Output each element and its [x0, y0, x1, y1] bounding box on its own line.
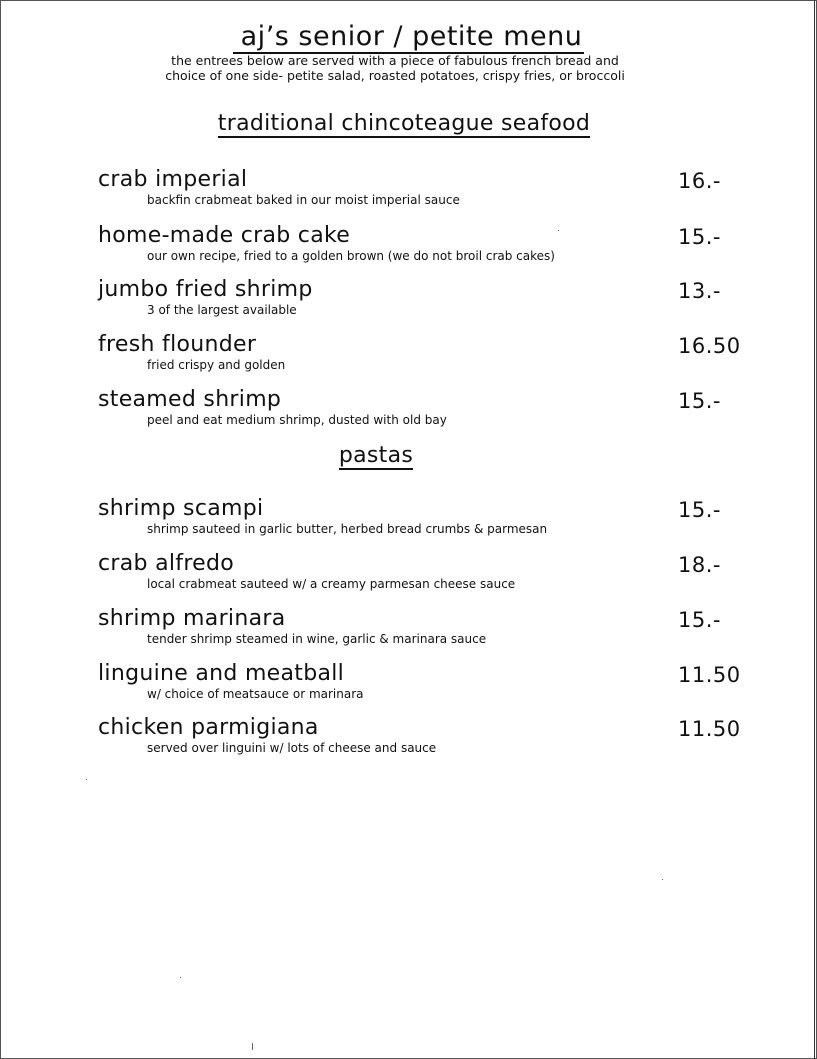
- item-price: 18.-: [678, 553, 721, 577]
- scan-speck: [662, 879, 663, 880]
- item-name: steamed shrimp: [98, 387, 282, 412]
- item-price: 15.-: [678, 389, 721, 413]
- menu-intro: [0, 54, 790, 83]
- page-edge-line: [814, 0, 815, 1059]
- item-name: crab alfredo: [98, 551, 235, 576]
- item-price: 16.-: [678, 169, 721, 193]
- item-description: fried crispy and golden: [147, 358, 286, 372]
- menu-item: [98, 223, 758, 269]
- item-description: tender shrimp steamed in wine, garlic & marinara sauce: [147, 632, 487, 646]
- menu-item: [98, 551, 758, 597]
- item-description: local crabmeat sauteed w/ a creamy parmesan cheese sauce: [147, 577, 516, 591]
- item-name: jumbo fried shrimp: [98, 277, 313, 302]
- menu-item: [98, 167, 758, 213]
- item-description: shrimp sauteed in garlic butter, herbed bread crumbs & parmesan: [147, 522, 548, 536]
- scan-speck: [180, 977, 181, 978]
- item-description: w/ choice of meatsauce or marinara: [147, 687, 364, 701]
- menu-item: [98, 496, 758, 542]
- item-price: 16.50: [678, 334, 741, 358]
- section-heading-seafood-text: traditional chincoteague seafood: [217, 111, 591, 136]
- section-heading-pastas: [0, 443, 780, 468]
- item-description: our own recipe, fried to a golden brown (we do not broil crab cakes): [147, 249, 555, 263]
- item-price: 13.-: [678, 279, 721, 303]
- menu-title: [0, 21, 817, 52]
- item-description: served over linguini w/ lots of cheese and sauce: [147, 741, 437, 755]
- item-name: home-made crab cake: [98, 223, 351, 248]
- item-description: backfin crabmeat baked in our moist imperial sauce: [147, 193, 460, 207]
- scan-speck: [558, 230, 559, 231]
- scan-speck: [86, 779, 87, 780]
- item-price: 15.-: [678, 225, 721, 249]
- intro-line-1: the entrees below are served with a piece of fabulous french bread and: [171, 53, 619, 68]
- menu-item: [98, 606, 758, 652]
- intro-line-2: choice of one side- petite salad, roasted potatoes, crispy fries, or broccoli: [165, 67, 625, 83]
- menu-item: [98, 715, 758, 761]
- item-description: 3 of the largest available: [147, 303, 297, 317]
- menu-item: [98, 661, 758, 707]
- menu-item: [98, 387, 758, 433]
- item-name: shrimp scampi: [98, 496, 264, 521]
- section-heading-seafood: [0, 111, 808, 136]
- item-name: fresh flounder: [98, 332, 257, 357]
- scan-speck: [252, 1043, 253, 1050]
- item-description: peel and eat medium shrimp, dusted with old bay: [147, 413, 447, 427]
- item-name: linguine and meatball: [98, 661, 345, 686]
- menu-item: [98, 277, 758, 323]
- item-name: shrimp marinara: [98, 606, 286, 631]
- menu-title-text: aj’s senior / petite menu: [233, 21, 585, 54]
- menu-item: [98, 332, 758, 378]
- item-price: 15.-: [678, 498, 721, 522]
- item-price: 11.50: [678, 663, 741, 687]
- item-price: 11.50: [678, 717, 741, 741]
- item-name: crab imperial: [98, 167, 248, 192]
- item-price: 15.-: [678, 608, 721, 632]
- section-heading-pastas-text: pastas: [338, 443, 414, 468]
- item-name: chicken parmigiana: [98, 715, 319, 740]
